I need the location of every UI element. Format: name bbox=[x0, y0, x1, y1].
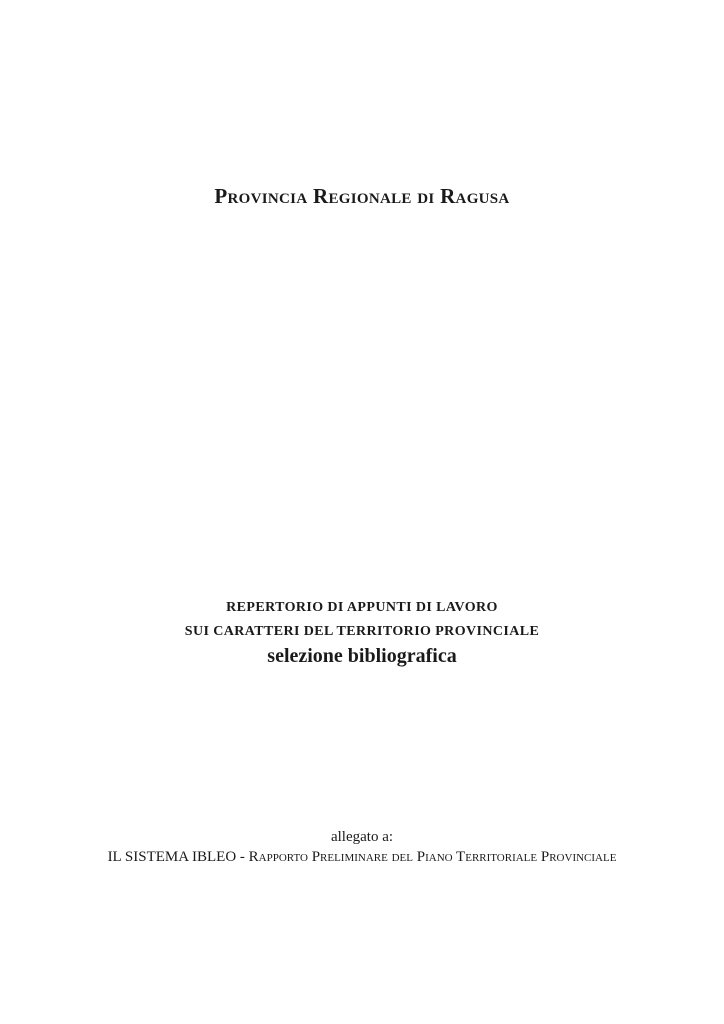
attachment-system: IL SISTEMA IBLEO - bbox=[107, 849, 249, 865]
attachment-block bbox=[0, 827, 724, 867]
subtitle-line-1: REPERTORIO DI APPUNTI DI LAVORO bbox=[226, 600, 498, 615]
subtitle-block bbox=[0, 596, 724, 669]
attachment-label: allegato a: bbox=[330, 829, 394, 845]
attachment-line bbox=[0, 847, 724, 867]
subtitle-line-2: SUI CARATTERI DEL TERRITORIO PROVINCIALE bbox=[184, 624, 540, 639]
page-title: Provincia Regionale di Ragusa bbox=[214, 184, 510, 208]
attachment-report: Rapporto Preliminare del Piano Territoriale Provinciale bbox=[248, 849, 617, 865]
subtitle-main: selezione bibliografica bbox=[267, 645, 457, 667]
